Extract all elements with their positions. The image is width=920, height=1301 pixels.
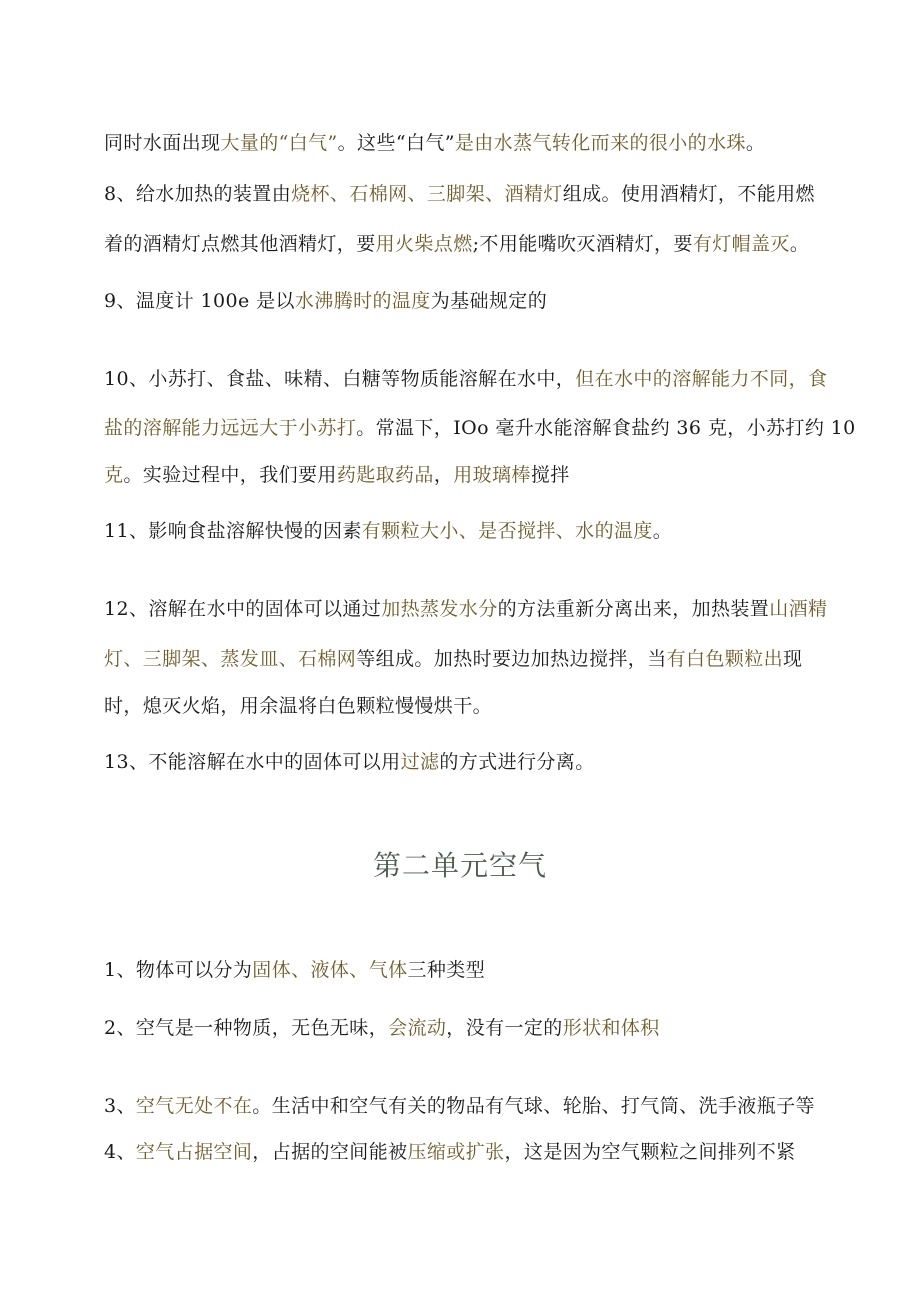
highlighted-text: 用玻璃棒 [453,464,531,486]
text-line [104,1139,796,1165]
text-segment: 的方式进行分离。 [439,751,595,773]
text-segment: 时，熄灭火焰，用余温将白色颗粒慢慢烘干。 [104,695,493,717]
text-line [104,596,827,622]
highlighted-text: 药匙取药品 [336,464,434,486]
text-segment: 。实验过程中，我们要用 [123,464,337,486]
highlighted-text: 加热蒸发水分 [381,598,498,620]
text-line [104,288,547,314]
text-line [104,957,485,983]
text-segment: ，这是因为空气颗粒之间排列不紧 [504,1141,796,1163]
text-segment: 11、影响食盐溶解快慢的因素 [104,520,362,542]
highlighted-text: 用火柴点燃 [375,233,473,255]
text-segment: 为基础规定的 [430,290,548,312]
text-segment: 同时水面出现 [104,132,221,154]
text-line [104,130,765,156]
text-segment: ，没有一定的 [446,1017,563,1039]
highlighted-text: 山酒精 [769,598,828,620]
text-segment: 4、 [104,1141,136,1163]
highlighted-text: 会流动 [388,1017,447,1039]
text-segment: 搅拌 [530,464,570,486]
text-segment: 。 [745,132,766,154]
highlighted-text: 有颗粒大小、是否搅拌、水的温度 [361,520,653,542]
section-heading: 第二单元空气 [372,849,547,882]
highlighted-text: 但在水中的溶解能力不同，食 [575,368,828,390]
highlighted-text: 压缩或扩张 [407,1141,505,1163]
text-line [104,366,827,392]
text-line [104,231,809,257]
text-segment: ，占据的空间能被 [252,1141,408,1163]
text-segment: 着的酒精灯点燃其他酒精灯，要 [104,233,376,255]
highlighted-text: 是由水蒸气转化而来的很小的水珠 [454,132,746,154]
text-line [104,646,802,672]
text-line [104,1015,660,1041]
text-segment: ， [433,464,454,486]
text-line [104,462,570,488]
text-segment: 。生活中和空气有关的物品有气球、轮胎、打气筒、洗手液瓶子等 [252,1095,815,1117]
text-segment: 3、 [104,1095,136,1117]
text-line [104,181,815,207]
text-segment: 10、小苏打、食盐、味精、白糖等物质能溶解在水中， [104,368,576,390]
text-segment: 。 [652,520,673,542]
highlighted-text: 过滤 [400,751,440,773]
text-segment: 2、空气是一种物质，无色无味， [104,1017,389,1039]
text-line [104,749,595,775]
text-segment: 的方法重新分离出来，加热装置 [497,598,770,620]
highlighted-text: 大量的“白气” [220,132,338,154]
highlighted-text: 克 [104,464,124,486]
text-line [104,518,672,544]
text-segment: 13、不能溶解在水中的固体可以用 [104,751,401,773]
text-segment: 等组成。加热时要边加热边搅拌，当 [356,648,667,670]
highlighted-text: 有灯帽盖灭 [692,233,790,255]
highlighted-text: 烧杯、石棉网、三脚架、酒精灯 [291,183,563,205]
highlighted-text: 水沸腾时的温度 [294,290,431,312]
text-line [104,693,492,719]
highlighted-text: 形状和体积 [562,1017,660,1039]
text-segment: 组成。使用酒精灯，不能用燃 [562,183,815,205]
text-segment: 。常温下，IOo 毫升水能溶解食盐约 36 克，小苏打约 10 [356,417,856,439]
text-segment: 现 [783,648,803,670]
text-segment: 9、温度计 100e 是以 [104,290,295,312]
highlighted-text: 灯、三脚架、蒸发皿、石棉网 [104,648,357,670]
text-segment: 8、给水加热的装置由 [104,183,292,205]
text-segment: 12、溶解在水中的固体可以通过 [104,598,382,620]
highlighted-text: 空气占据空间 [135,1141,253,1163]
text-segment: ;不用能嘴吹灭酒精灯，要 [472,233,693,255]
text-segment: 1、物体可以分为 [104,959,253,981]
text-line [104,1093,815,1119]
highlighted-text: 固体、液体、气体 [252,959,408,981]
highlighted-text: 空气无处不在 [135,1095,253,1117]
text-segment: 。 [789,233,810,255]
highlighted-text: 有白色颗粒出 [666,648,784,670]
text-segment: 。这些“白气” [337,132,455,154]
highlighted-text: 盐的溶解能力远远大于小苏打 [104,417,357,439]
text-line [104,415,856,441]
text-segment: 三种类型 [407,959,486,981]
